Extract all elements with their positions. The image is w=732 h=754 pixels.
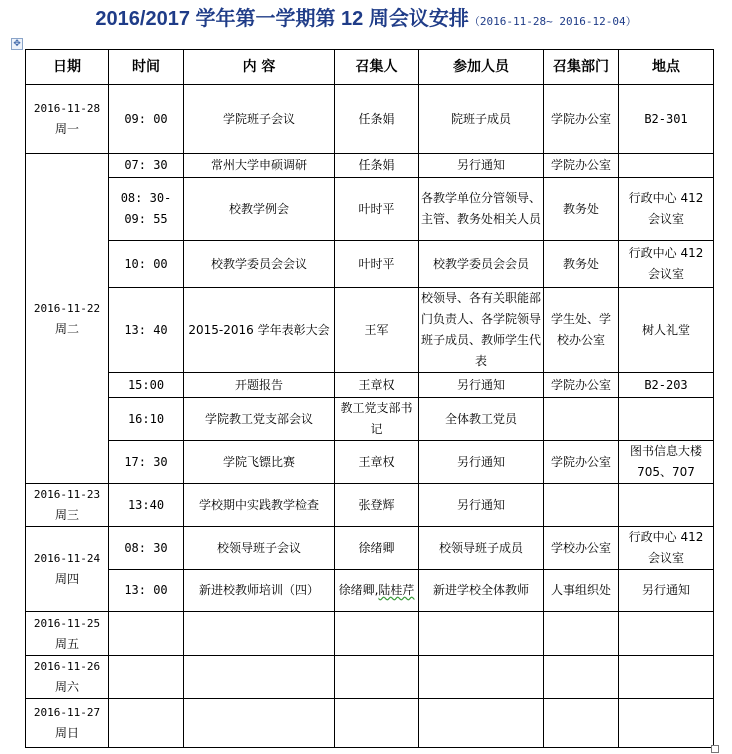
location-cell — [619, 612, 714, 656]
time-cell — [109, 656, 184, 699]
time-cell: 10: 00 — [109, 241, 184, 288]
department-cell — [544, 484, 619, 527]
table-row — [26, 441, 714, 484]
header-convener: 召集人 — [335, 50, 419, 85]
convener-cell: 王章权 — [335, 441, 419, 484]
table-resize-handle[interactable] — [711, 745, 719, 753]
time-cell — [109, 699, 184, 748]
department-cell: 学院办公室 — [544, 373, 619, 398]
convener-cell: 徐绪卿 — [335, 527, 419, 570]
department-cell: 人事组织处 — [544, 570, 619, 612]
time-cell: 08: 30-09: 55 — [109, 178, 184, 241]
table-row — [26, 699, 714, 748]
attendees-cell: 另行通知 — [419, 154, 544, 178]
header-location: 地点 — [619, 50, 714, 85]
location-cell: 行政中心 412 会议室 — [619, 178, 714, 241]
content-cell: 学院班子会议 — [184, 85, 335, 154]
content-cell: 学院飞镖比赛 — [184, 441, 335, 484]
location-cell: B2-203 — [619, 373, 714, 398]
location-cell: 行政中心 412 会议室 — [619, 527, 714, 570]
location-cell — [619, 484, 714, 527]
attendees-cell — [419, 656, 544, 699]
location-cell — [619, 154, 714, 178]
title-date-range: （2016-11-28~ 2016-12-04） — [468, 15, 637, 28]
title-main: 2016/2017 学年第一学期第 12 周会议安排 — [95, 8, 469, 30]
department-cell: 学校办公室 — [544, 527, 619, 570]
attendees-cell: 校教学委员会会员 — [419, 241, 544, 288]
content-cell: 学院教工党支部会议 — [184, 398, 335, 441]
date-cell: 2016-11-23 周三 — [26, 484, 109, 527]
content-cell: 新进校教师培训（四） — [184, 570, 335, 612]
department-cell — [544, 699, 619, 748]
time-cell: 08: 30 — [109, 527, 184, 570]
attendees-cell: 校领导、各有关职能部门负责人、各学院领导班子成员、教师学生代表 — [419, 288, 544, 373]
content-cell: 校教学委员会会议 — [184, 241, 335, 288]
header-department: 召集部门 — [544, 50, 619, 85]
table-row — [26, 373, 714, 398]
table-row — [26, 288, 714, 373]
convener-cell: 教工党支部书记 — [335, 398, 419, 441]
location-cell: 树人礼堂 — [619, 288, 714, 373]
attendees-cell: 另行通知 — [419, 373, 544, 398]
attendees-cell: 全体教工党员 — [419, 398, 544, 441]
date-cell: 2016-11-28 周一 — [26, 85, 109, 154]
table-header-row — [26, 50, 714, 85]
time-cell — [109, 612, 184, 656]
location-cell — [619, 398, 714, 441]
department-cell — [544, 612, 619, 656]
page-title — [0, 2, 732, 31]
content-cell: 2015-2016 学年表彰大会 — [184, 288, 335, 373]
convener-cell: 王军 — [335, 288, 419, 373]
location-cell: B2-301 — [619, 85, 714, 154]
table-row — [26, 178, 714, 241]
table-row — [26, 656, 714, 699]
time-cell: 13: 40 — [109, 288, 184, 373]
header-attendees: 参加人员 — [419, 50, 544, 85]
content-cell — [184, 656, 335, 699]
department-cell: 教务处 — [544, 241, 619, 288]
convener-cell: 王章权 — [335, 373, 419, 398]
meeting-schedule-table — [25, 49, 714, 748]
content-cell: 学校期中实践教学检查 — [184, 484, 335, 527]
table-row — [26, 484, 714, 527]
convener-cell: 徐绪卿,陆桂芹 — [335, 570, 419, 612]
location-cell: 图书信息大楼 705、707 — [619, 441, 714, 484]
convener-cell — [335, 612, 419, 656]
attendees-cell: 校领导班子成员 — [419, 527, 544, 570]
time-cell: 07: 30 — [109, 154, 184, 178]
table-row — [26, 398, 714, 441]
time-cell: 09: 00 — [109, 85, 184, 154]
attendees-cell: 各教学单位分管领导、主管、教务处相关人员 — [419, 178, 544, 241]
header-date: 日期 — [26, 50, 109, 85]
location-cell: 另行通知 — [619, 570, 714, 612]
time-cell: 13:40 — [109, 484, 184, 527]
time-cell: 15:00 — [109, 373, 184, 398]
department-cell: 学院办公室 — [544, 85, 619, 154]
location-cell — [619, 656, 714, 699]
spellcheck-flagged-name: 陆桂芹 — [378, 583, 415, 597]
table-row — [26, 612, 714, 656]
convener-cell: 任条娟 — [335, 85, 419, 154]
table-row — [26, 85, 714, 154]
convener-cell — [335, 656, 419, 699]
convener-cell: 张登辉 — [335, 484, 419, 527]
convener-cell — [335, 699, 419, 748]
department-cell: 学院办公室 — [544, 441, 619, 484]
attendees-cell: 院班子成员 — [419, 85, 544, 154]
convener-cell: 任条娟 — [335, 154, 419, 178]
department-cell: 学院办公室 — [544, 154, 619, 178]
department-cell: 学生处、学校办公室 — [544, 288, 619, 373]
content-cell — [184, 612, 335, 656]
department-cell — [544, 656, 619, 699]
table-row — [26, 570, 714, 612]
department-cell — [544, 398, 619, 441]
date-cell: 2016-11-22 周二 — [26, 154, 109, 484]
date-cell: 2016-11-27 周日 — [26, 699, 109, 748]
attendees-cell: 另行通知 — [419, 441, 544, 484]
attendees-cell: 新进学校全体教师 — [419, 570, 544, 612]
attendees-cell — [419, 612, 544, 656]
content-cell — [184, 699, 335, 748]
location-cell: 行政中心 412 会议室 — [619, 241, 714, 288]
table-move-handle-icon[interactable]: ✥ — [11, 38, 23, 50]
content-cell: 常州大学申硕调研 — [184, 154, 335, 178]
date-cell: 2016-11-24 周四 — [26, 527, 109, 612]
content-cell: 开题报告 — [184, 373, 335, 398]
date-cell: 2016-11-26 周六 — [26, 656, 109, 699]
table-row — [26, 241, 714, 288]
department-cell: 教务处 — [544, 178, 619, 241]
attendees-cell — [419, 699, 544, 748]
date-cell: 2016-11-25 周五 — [26, 612, 109, 656]
time-cell: 17: 30 — [109, 441, 184, 484]
time-cell: 13: 00 — [109, 570, 184, 612]
convener-cell: 叶时平 — [335, 178, 419, 241]
content-cell: 校教学例会 — [184, 178, 335, 241]
header-time: 时间 — [109, 50, 184, 85]
time-cell: 16:10 — [109, 398, 184, 441]
location-cell — [619, 699, 714, 748]
attendees-cell: 另行通知 — [419, 484, 544, 527]
convener-cell: 叶时平 — [335, 241, 419, 288]
content-cell: 校领导班子会议 — [184, 527, 335, 570]
table-row — [26, 154, 714, 178]
header-content: 内 容 — [184, 50, 335, 85]
table-row — [26, 527, 714, 570]
